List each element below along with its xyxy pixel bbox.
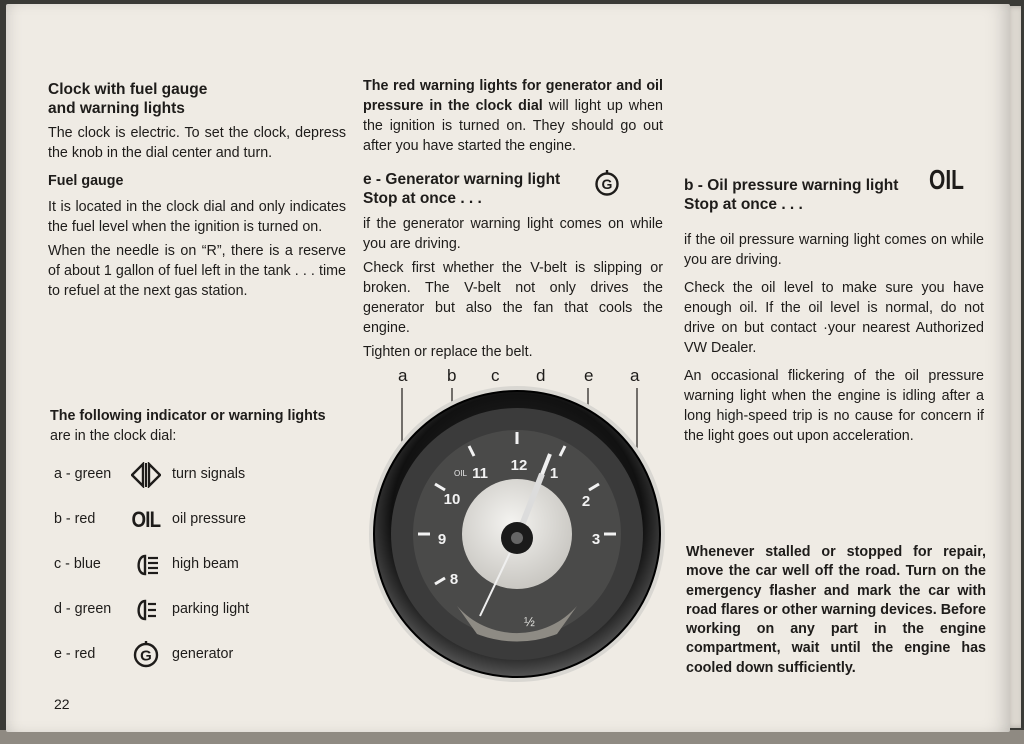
generator-text-3: Tighten or replace the belt.	[363, 344, 533, 360]
section-heading-clock: Clock with fuel gauge and warning lights	[48, 81, 208, 117]
generator-heading: e - Generator warning light Stop at once . . . G	[363, 170, 663, 208]
dial-letter-b: b	[447, 366, 457, 385]
dial-letter-a: a	[398, 366, 408, 385]
svg-text:G: G	[140, 647, 152, 665]
svg-text:G: G	[601, 176, 613, 192]
oil-text-1: if the oil pressure warning light comes on while you are driving.	[684, 232, 984, 268]
dial-letter-e: e	[584, 366, 594, 385]
oil-icon: OIL	[929, 164, 965, 195]
column-generator	[363, 76, 663, 362]
high-beam-icon	[128, 550, 164, 580]
generator-icon	[128, 640, 164, 670]
lights-intro: The following indicator or warning lights are in the clock dial:	[50, 408, 326, 444]
hour-1: 1	[549, 465, 559, 482]
fuel-text-1: It is located in the clock dial and only indicates the fuel level when the ignition is turned on.	[48, 199, 346, 235]
dial-half-label: ½	[524, 614, 535, 629]
hour-8: 8	[449, 571, 459, 588]
hour-11: 11	[472, 465, 488, 482]
warning-lights-intro: The red warning lights for generator and oil pressure in the clock dial will light up when the ignition is turned on. They should go out after you have started the engine.	[363, 78, 663, 154]
dial-letter-d: d	[536, 366, 546, 385]
oil-pressure-heading: b - Oil pressure warning light OIL Stop at once . . .	[684, 164, 965, 213]
fuel-gauge-heading: Fuel gauge	[48, 173, 124, 189]
dial-letter-a2: a	[630, 366, 640, 385]
hour-9: 9	[437, 531, 447, 548]
generator-text-1: if the generator warning light comes on while you are driving.	[363, 216, 663, 252]
hour-3: 3	[591, 531, 601, 548]
clock-dial	[362, 366, 672, 691]
column-oil-pressure	[684, 164, 984, 454]
oil-text-3: An occasional flickering of the oil pressure warning light when the engine is idling after a long high-speed trip is no cause for concern if the light goes out upon acceleration.	[684, 368, 984, 444]
oil-icon: OIL	[131, 507, 161, 532]
hour-10: 10	[443, 491, 461, 508]
hour-2: 2	[581, 493, 591, 510]
safety-warning: Whenever stalled or stopped for repair, move the car well off the road. Turn on the emergency flasher and mark the car with road flares or other warning devices. Before working on any part in the engine compartment, wait until the engine has cooled down sufficiently.	[686, 544, 986, 676]
generator-text-2: Check first whether the V-belt is slipping or broken. The V-belt not only drives the generator but also the fan that cools the engine.	[363, 260, 663, 336]
clock-text: The clock is electric. To set the clock, depress the knob in the dial center and turn.	[48, 125, 346, 161]
hour-12: 12	[510, 457, 528, 474]
dial-letter-c: c	[491, 366, 500, 385]
book-bottom-edge	[0, 730, 1024, 744]
fuel-text-2: When the needle is on “R”, there is a reserve of about 1 gallon of fuel left in the tank . . . time to refuel at the next gas station.	[48, 243, 346, 299]
parking-light-icon	[128, 595, 164, 625]
generator-icon	[593, 170, 621, 203]
oil-text-2: Check the oil level to make sure you have enough oil. If the oil level is normal, do not drive on but contact ·your nearest Authorized VW Dealer.	[684, 280, 984, 356]
column-clock-fuel	[48, 80, 346, 301]
dial-oil-label: OIL	[454, 469, 467, 478]
turn-signal-icon	[128, 460, 164, 490]
page-number: 22	[54, 696, 70, 712]
